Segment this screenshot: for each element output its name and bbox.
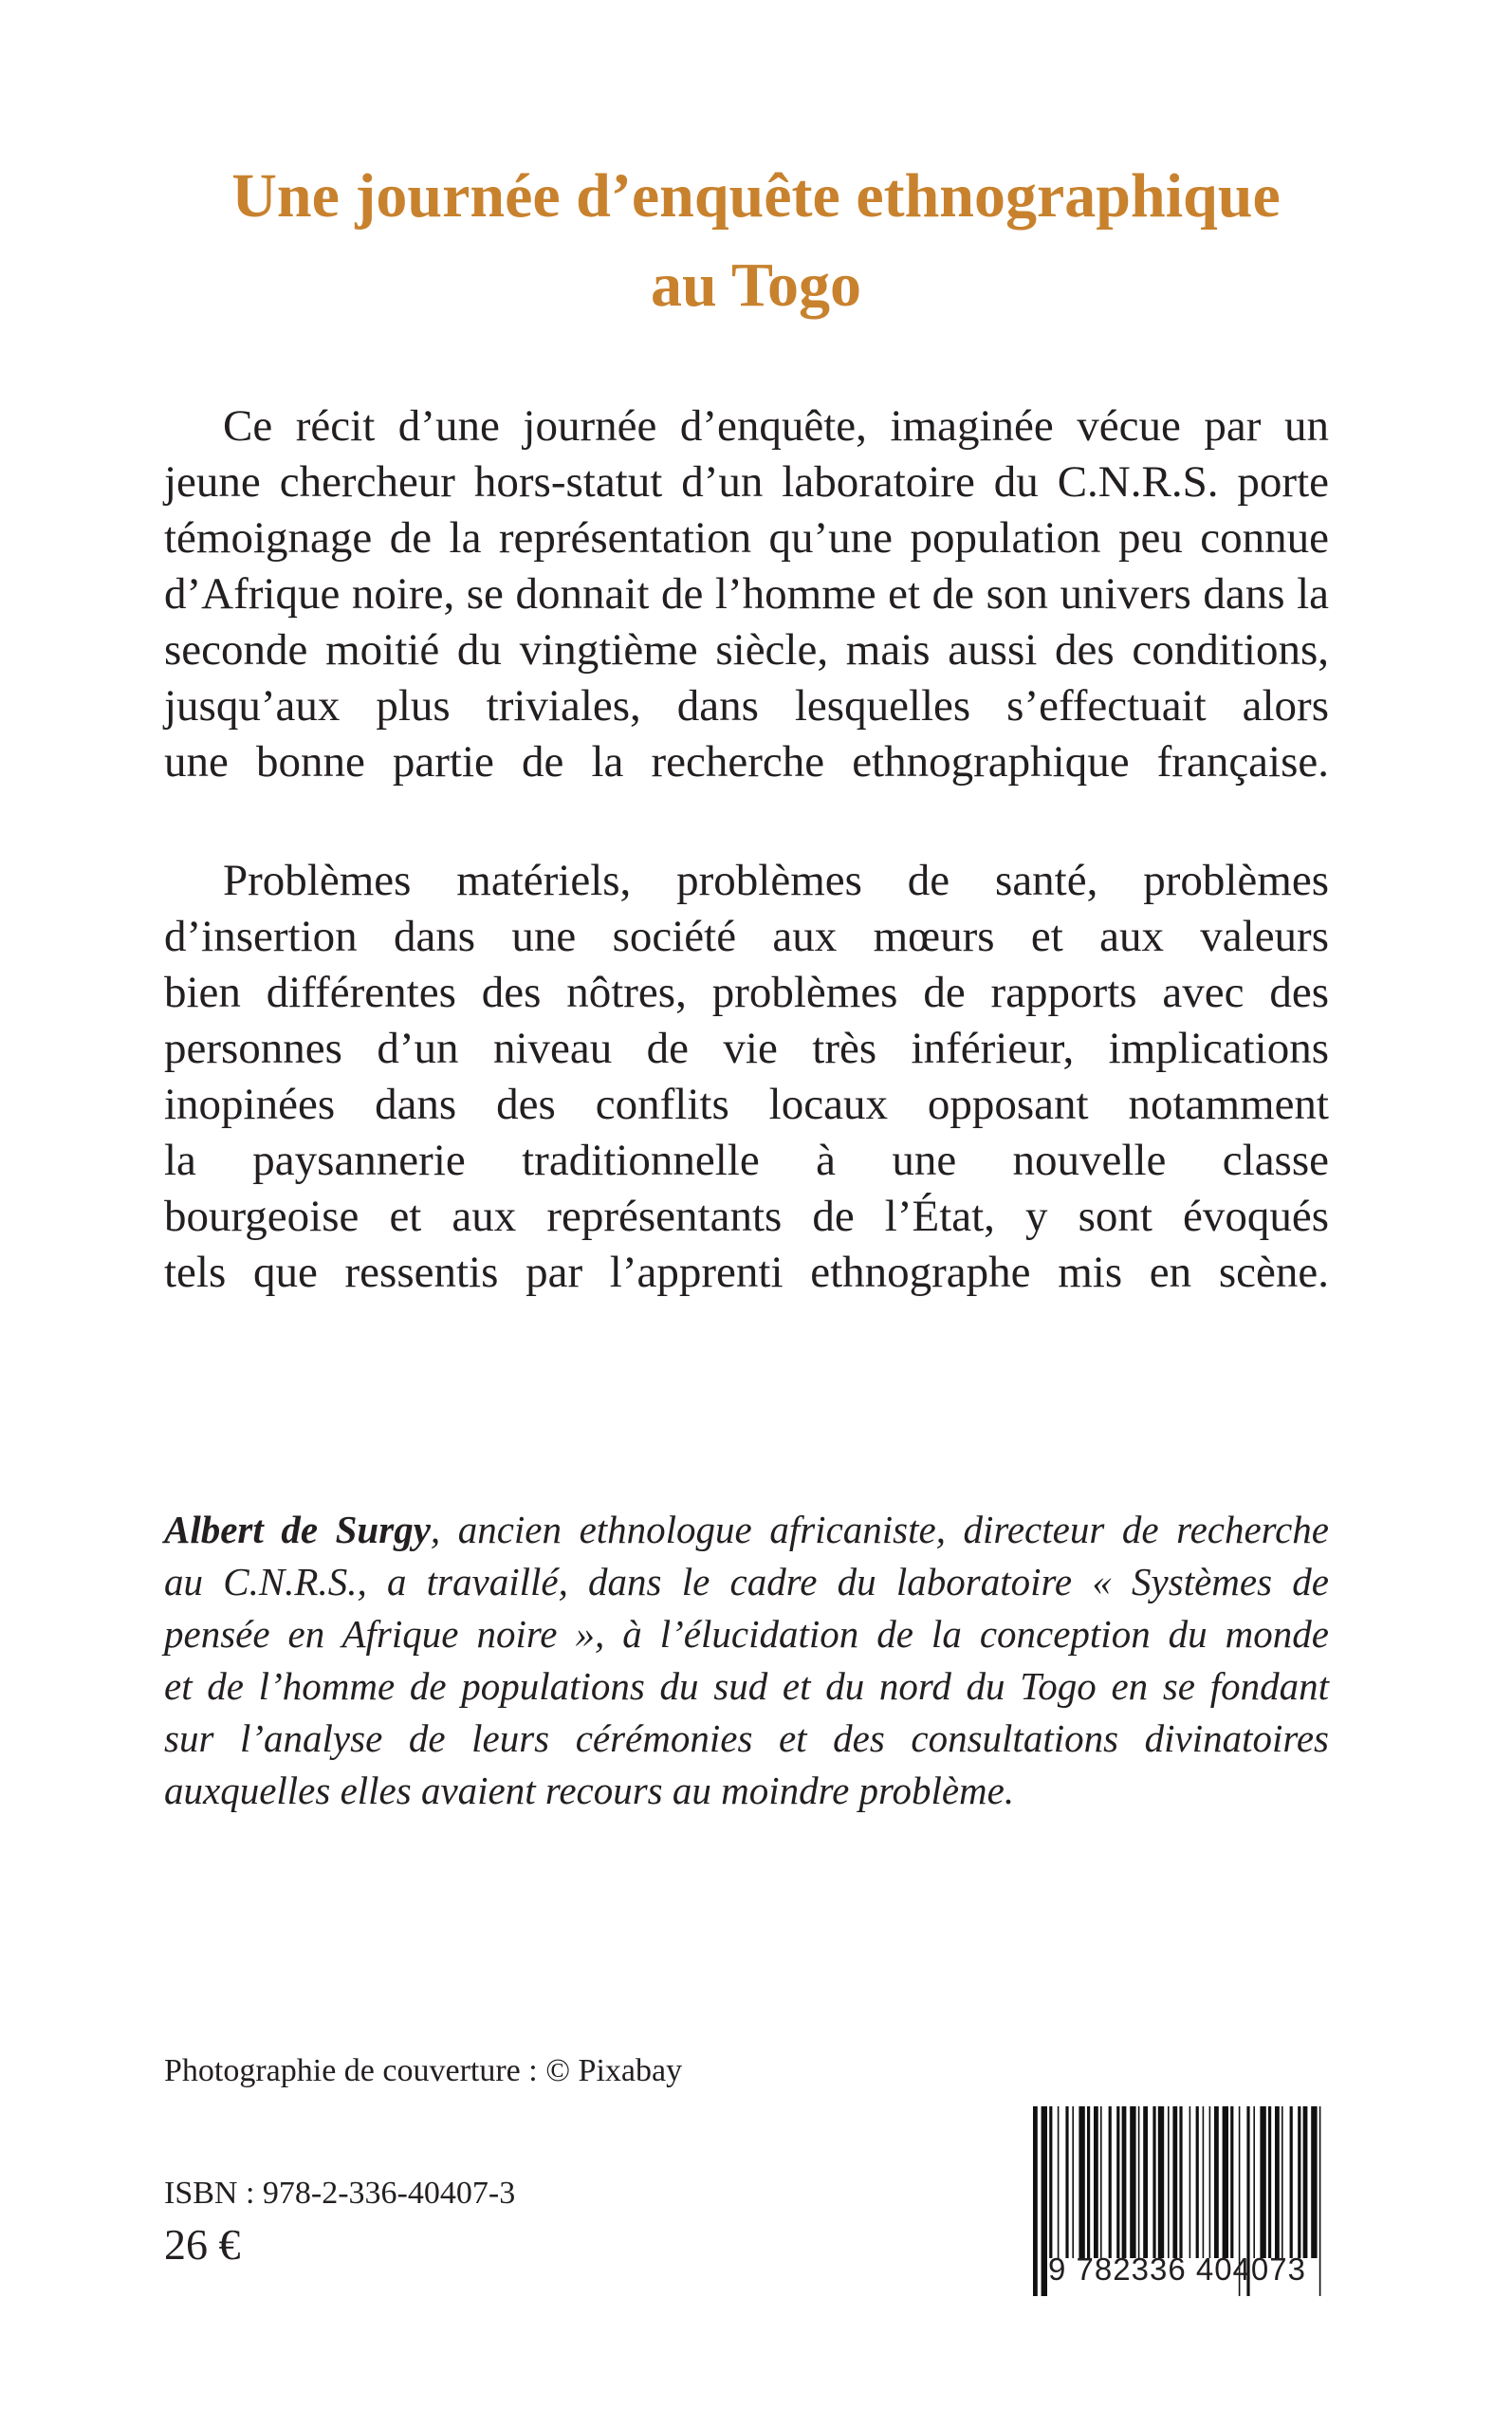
author-name: Albert de Surgy	[164, 1508, 431, 1551]
text-line: d’Afrique noire, se donnait de l’homme et de son univers dans la	[164, 569, 1329, 619]
text-line	[164, 1504, 1329, 1556]
book-title	[0, 152, 1512, 330]
barcode-bar	[1189, 2106, 1191, 2258]
barcode-bar	[1152, 2106, 1155, 2258]
text-line: jeune chercheur hors-statut d’un laboratoire du C.N.R.S. porte	[164, 457, 1329, 507]
barcode-bar	[1094, 2106, 1098, 2258]
text-line: tels que ressentis par l’apprenti ethnographe mis en scène.	[164, 1248, 1329, 1297]
barcode-bar	[1230, 2106, 1233, 2258]
text-line: témoignage de la représentation qu’une population peu connue	[164, 513, 1329, 563]
book-title-line-2: au Togo	[651, 250, 861, 320]
barcode-bar	[1087, 2106, 1090, 2258]
barcode-bar	[1065, 2106, 1068, 2258]
author-bio-first-line: , ancien ethnologue africaniste, directeur de recherche	[430, 1508, 1329, 1551]
text-line: bien différentes des nôtres, problèmes de rapports avec des	[164, 968, 1329, 1017]
barcode-number: 9 782336 404073	[1048, 2251, 1306, 2287]
text-line: sur l’analyse de leurs cérémonies et des consultations divinatoires	[164, 1716, 1329, 1760]
text-line: une bonne partie de la recherche ethnographique française.	[164, 737, 1329, 787]
text-line: jusqu’aux plus triviales, dans lesquelles s’effectuait alors	[164, 681, 1329, 731]
barcode-bar	[1260, 2106, 1265, 2258]
barcode-bar	[1179, 2106, 1182, 2258]
barcode-bar	[1253, 2106, 1255, 2258]
barcode-bar	[1311, 2106, 1317, 2258]
barcode-bar	[1079, 2106, 1084, 2258]
barcode-bar	[1223, 2106, 1228, 2258]
barcode-bar	[1058, 2106, 1060, 2258]
price: 26 €	[164, 2220, 241, 2269]
photo-credit: Photographie de couverture : © Pixabay	[164, 2053, 683, 2088]
isbn: ISBN : 978-2-336-40407-3	[164, 2176, 516, 2211]
text-line: inopinées dans des conflits locaux opposant notamment	[164, 1080, 1329, 1129]
barcode-bar	[1214, 2106, 1219, 2258]
text-line: d’insertion dans une société aux mœurs et aux valeurs	[164, 912, 1329, 961]
text-line: seconde moitié du vingtième siècle, mais aussi des conditions,	[164, 625, 1329, 675]
barcode-bar	[1130, 2106, 1135, 2258]
barcode-bar	[1290, 2106, 1293, 2258]
barcode-bar	[1203, 2106, 1205, 2258]
barcode-bar	[1275, 2106, 1280, 2258]
author-bio	[164, 1504, 1329, 1817]
text-line: et de l’homme de populations du sud et du nord du Togo en se fondant	[164, 1664, 1329, 1708]
text-line: personnes d’un niveau de vie très inférieur, implications	[164, 1024, 1329, 1073]
barcode-bar	[1196, 2106, 1199, 2258]
summary-paragraph-2	[164, 853, 1329, 1301]
barcode-bar	[1158, 2106, 1164, 2258]
barcode-bar	[1268, 2106, 1271, 2258]
barcode-bar	[1122, 2106, 1127, 2258]
barcode-bar	[1109, 2106, 1112, 2258]
book-title-line-1: Une journée d’enquête ethnographique	[231, 161, 1281, 231]
summary-paragraph-1	[164, 398, 1329, 790]
barcode-bar	[1303, 2106, 1308, 2258]
barcode-bar	[1298, 2106, 1300, 2258]
text-line: auxquelles elles avaient recours au moindre problème.	[164, 1769, 1015, 1812]
barcode-bar	[1168, 2106, 1170, 2258]
barcode-bar	[1116, 2106, 1119, 2258]
barcode-bar	[1143, 2106, 1148, 2258]
barcode-bar	[1282, 2106, 1283, 2258]
barcode-bar	[1049, 2106, 1052, 2258]
text-line: pensée en Afrique noire », à l’élucidation de la conception du monde	[164, 1612, 1329, 1656]
text-line: Ce récit d’une journée d’enquête, imaginée vécue par un	[223, 401, 1329, 451]
text-line: bourgeoise et aux représentants de l’État, y sont évoqués	[164, 1192, 1329, 1241]
text-line: Problèmes matériels, problèmes de santé, problèmes	[223, 856, 1329, 905]
text-line: au C.N.R.S., a travaillé, dans le cadre du laboratoire « Systèmes de	[164, 1560, 1329, 1603]
barcode-bar	[1072, 2106, 1074, 2258]
barcode-bar	[1209, 2106, 1211, 2258]
barcode-bar	[1100, 2106, 1102, 2258]
barcode-bar	[1172, 2106, 1177, 2258]
barcode-bar	[1138, 2106, 1140, 2258]
text-line: la paysannerie traditionnelle à une nouvelle classe	[164, 1136, 1329, 1185]
